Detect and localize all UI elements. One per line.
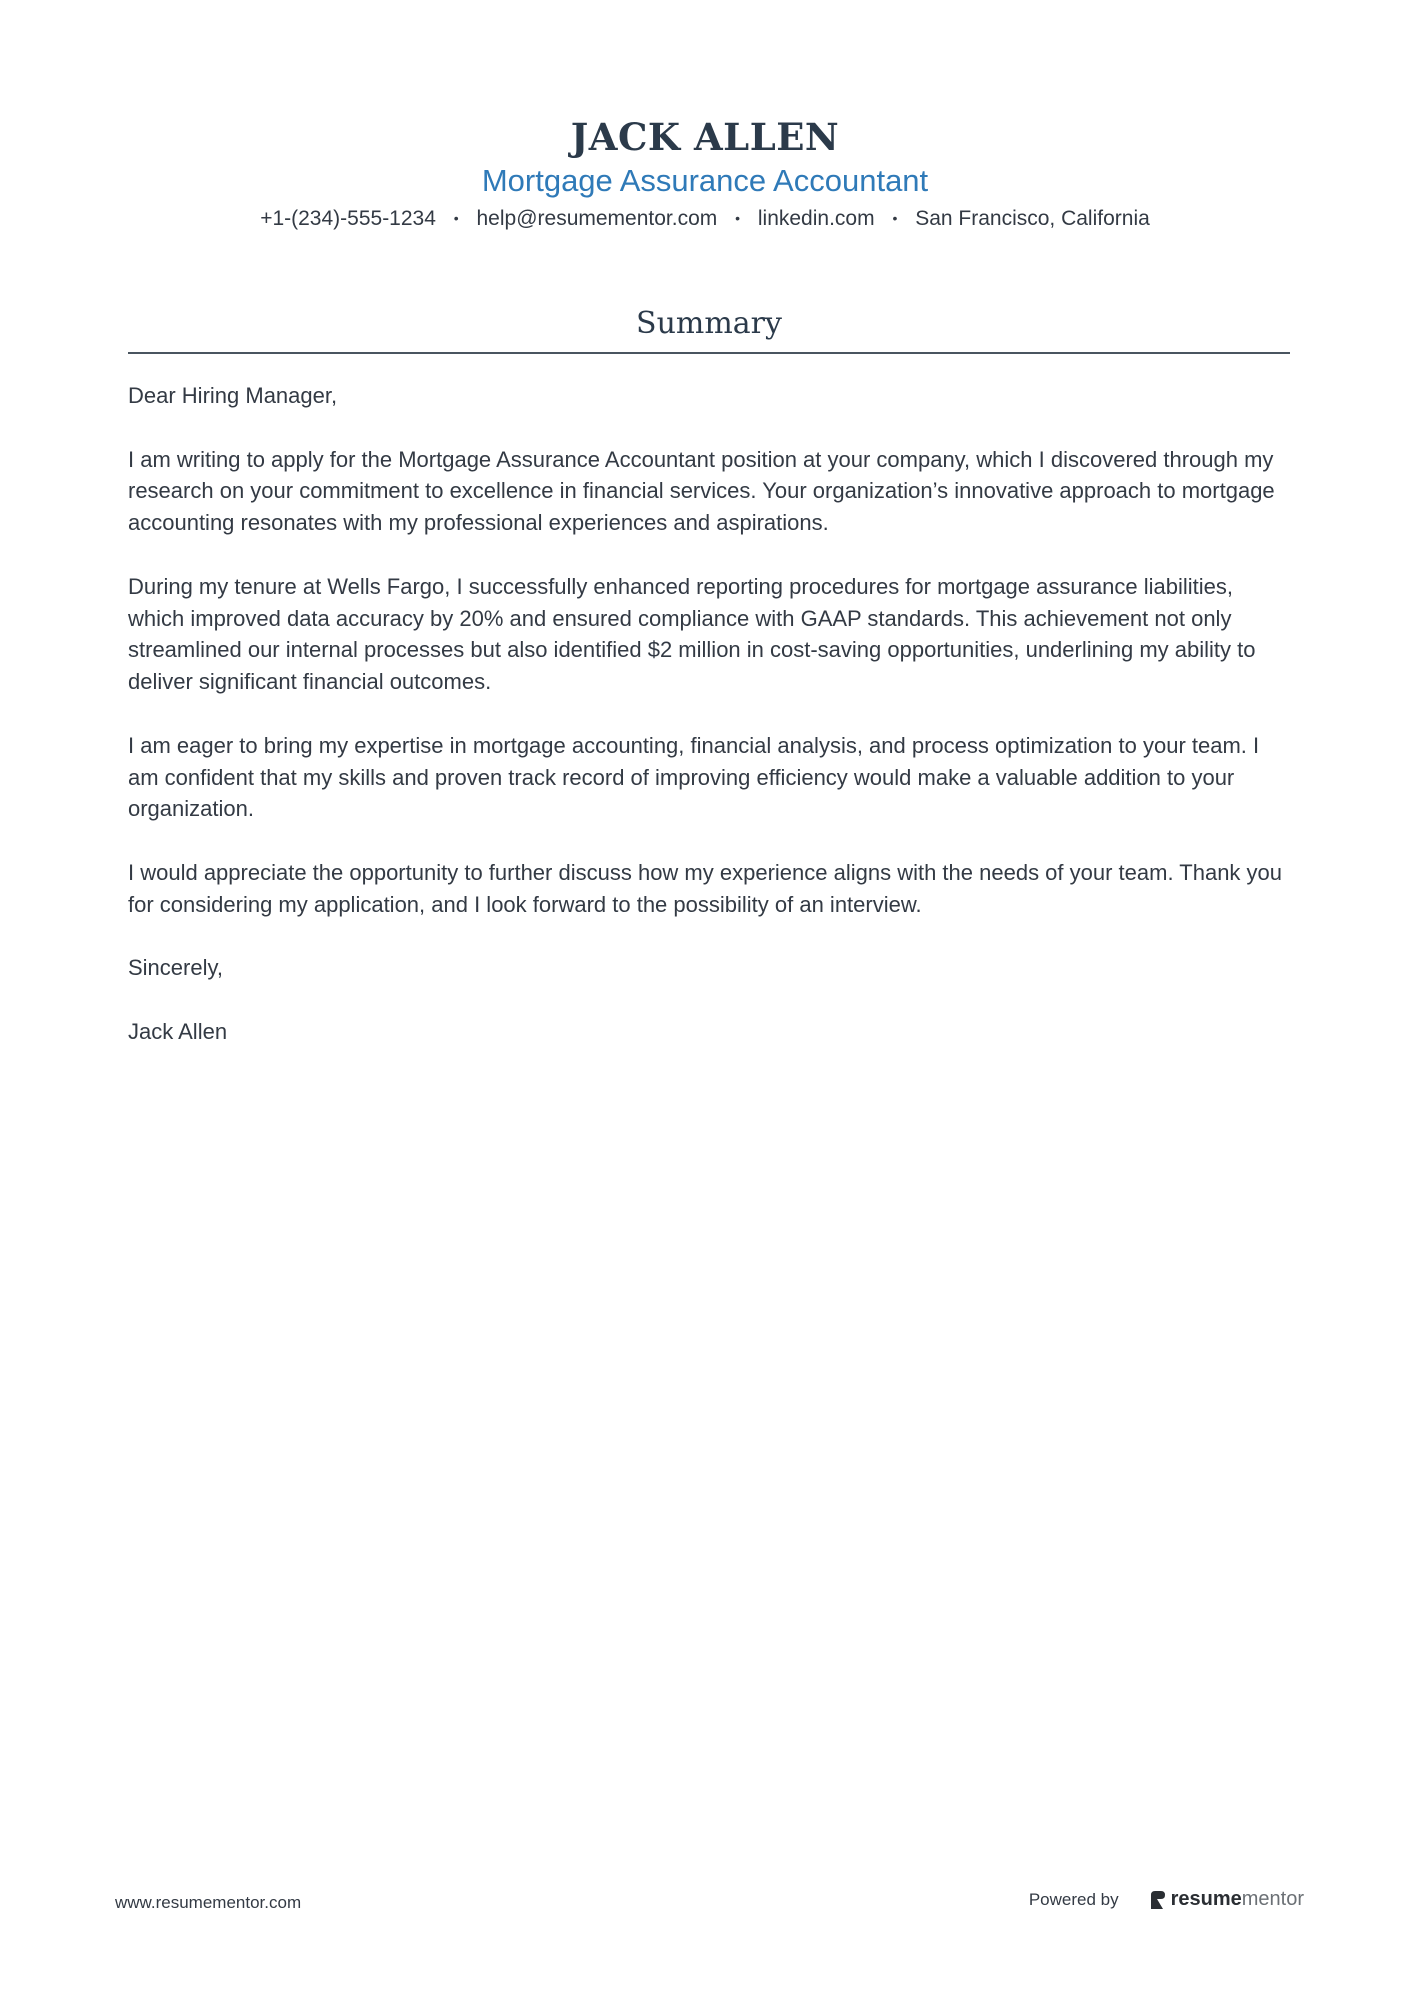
header (0, 112, 1410, 233)
brand-name-light: mentor (1241, 1888, 1304, 1910)
letter-paragraph: I am eager to bring my expertise in mortgage accounting, financial analysis, and process optimization to your team. I am confident that my skills and proven track record of improving efficiency would make a valuable addition to your organization. (128, 732, 1260, 822)
powered-by-label: Powered by (1028, 1889, 1119, 1909)
contact-separator: • (892, 210, 898, 226)
resumementor-logo-icon (1149, 1889, 1167, 1911)
linkedin: linkedin.com (757, 207, 875, 230)
letter-paragraph: During my tenure at Wells Fargo, I successfully enhanced reporting procedures for mortgage assurance liabilities, which improved data accuracy by 20% and ensured compliance with GAAP standards. This achievement not only streamlined our internal processes but also identified $2 million in cost-saving opportunities, underlining my ability to deliver significant financial outcomes. (128, 573, 1256, 695)
contact-separator: • (453, 210, 459, 226)
contact-separator: • (735, 210, 741, 226)
job-title: Mortgage Assurance Accountant (481, 163, 929, 198)
footer-branding (1029, 1888, 1304, 1911)
section-title: Summary (636, 306, 782, 341)
letter-paragraph: I would appreciate the opportunity to further discuss how my experience aligns with the needs of your team. Thank you for considering my application, and I look forward to the possibility of an interview. (128, 859, 1283, 917)
signature: Jack Allen (128, 1018, 228, 1044)
salutation: Dear Hiring Manager, (128, 383, 338, 408)
section-divider (128, 352, 1290, 354)
email: help@resumementor.com (476, 207, 718, 230)
brand-name-strong: resume (1170, 1888, 1242, 1910)
letter-paragraph: I am writing to apply for the Mortgage Assurance Accountant position at your company, which I discovered through my research on your commitment to excellence in financial services. Your organization’s innovative approach to mortgage accounting resonates with my professional experiences and aspirations. (128, 446, 1275, 536)
brand-logo (1149, 1888, 1304, 1911)
applicant-name: JACK ALLEN (570, 115, 840, 159)
closing: Sincerely, (128, 955, 223, 981)
phone: +1-(234)-555-1234 (260, 207, 436, 230)
contact-line (0, 204, 1410, 233)
location: San Francisco, California (915, 207, 1150, 230)
footer-website: www.resumementor.com (115, 1893, 302, 1912)
letter-body (128, 380, 1293, 1080)
